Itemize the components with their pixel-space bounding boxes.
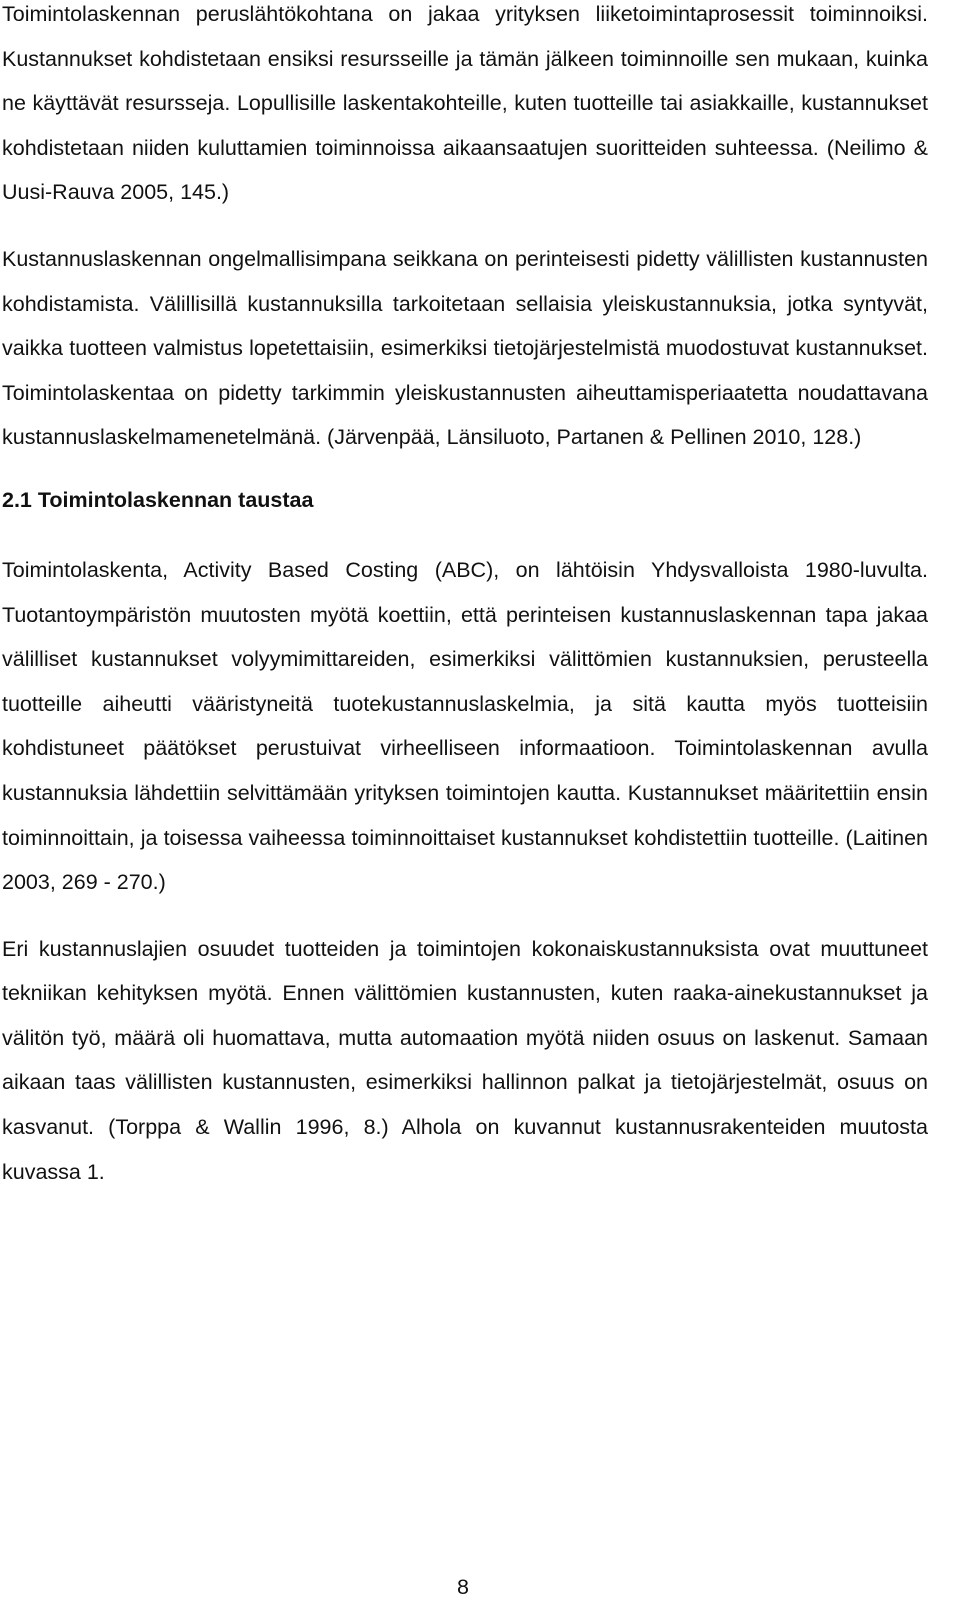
section-heading: 2.1 Toimintolaskennan taustaa: [2, 487, 314, 512]
paragraph-abc-origin: Toimintolaskenta, Activity Based Costing (ABC), on lähtöisin Yhdysvalloista 1980-luvulta. Tuotantoympäristön muutosten myötä koettiin, että perinteisen kustannuslaskennan tapa jakaa välilliset kustannukset volyymimittareiden, esimerkiksi välittömien kustannuksien, perusteella tuotteille aiheutti vääristyneitä tuotekustannuslaskelmia, ja sitä kautta myös tuotteisiin kohdistuneet päätökset perustuivat virheelliseen informaatioon. Toimintolaskennan avulla kustannuksia lähdettiin selvittämään yrityksen toimintojen kautta. Kustannukset määritettiin ensin toiminnoittain, ja toisessa vaiheessa toiminnoittaiset kustannukset kohdistettiin tuotteille. (Laitinen 2003, 269 - 270.): [2, 557, 928, 895]
paragraph-cost-structure-change: Eri kustannuslajien osuudet tuotteiden ja toimintojen kokonaiskustannuksista ovat muuttuneet tekniikan kehityksen myötä. Ennen välittömien kustannusten, kuten raaka-ainekustannukset ja välitön työ, määrä oli huomattava, mutta automaation myötä niiden osuus on laskenut. Samaan aikaan taas välillisten kustannusten, esimerkiksi hallinnon palkat ja tietojärjestelmät, osuus on kasvanut. (Torppa & Wallin 1996, 8.) Alhola on kuvannut kustannusrakenteiden muutosta kuvassa 1.: [2, 936, 928, 1184]
page-number: 8: [457, 1575, 469, 1599]
paragraph-indirect-costs: Kustannuslaskennan ongelmallisimpana seikkana on perinteisesti pidetty välillisten kustannusten kohdistamista. Välillisillä kustannuksilla tarkoitetaan sellaisia yleiskustannuksia, jotka syntyvät, vaikka tuotteen valmistus lopetettaisiin, esimerkiksi tietojärjestelmistä muodostuvat kustannukset. Toimintolaskentaa on pidetty tarkimmin yleiskustannusten aiheuttamisperiaatetta noudattavana kustannuslaskelmamenetelmänä. (Järvenpää, Länsiluoto, Partanen & Pellinen 2010, 128.): [2, 246, 928, 450]
document-body: [2, 0, 928, 1194]
paragraph-activity-costing-basis: Toimintolaskennan peruslähtökohtana on jakaa yrityksen liiketoimintaprosessit toiminnoiksi. Kustannukset kohdistetaan ensiksi resursseille ja tämän jälkeen toiminnoille sen mukaan, kuinka ne käyttävät resursseja. Lopullisille laskentakohteille, kuten tuotteille tai asiakkaille, kustannukset kohdistetaan niiden kuluttamien toiminnoissa aikaansaatujen suoritteiden suhteessa. (Neilimo & Uusi-Rauva 2005, 145.): [2, 2, 928, 205]
